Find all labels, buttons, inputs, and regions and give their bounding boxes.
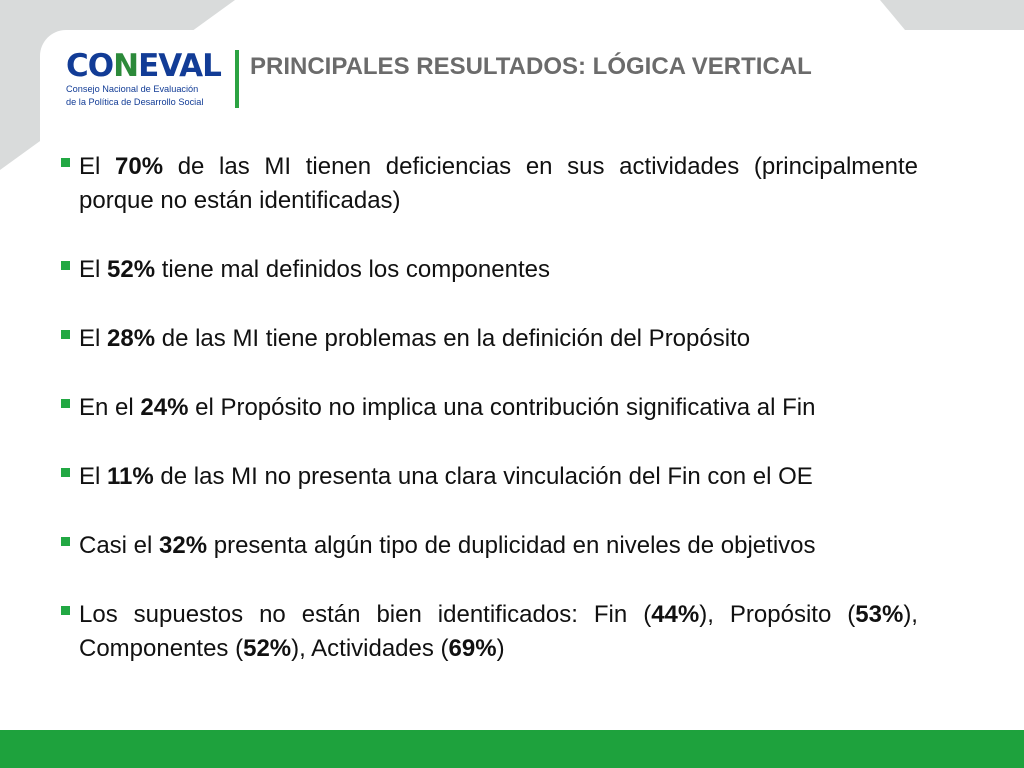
footer-band — [0, 730, 1024, 768]
title-divider — [235, 50, 239, 108]
slide-title: PRINCIPALES RESULTADOS: LÓGICA VERTICAL — [250, 53, 812, 80]
bullet-marker-icon — [61, 158, 70, 167]
bullet-percentage: 53% — [855, 601, 904, 628]
bullet-text: tiene mal definidos los componentes — [155, 256, 550, 283]
bullet-text: El — [79, 463, 108, 490]
bullet-text: ), Actividades ( — [291, 635, 449, 662]
bullet-text: El — [79, 153, 115, 180]
bullet-percentage: 69% — [448, 635, 497, 662]
bullet-percentage: 52% — [243, 635, 292, 662]
bullet-text: Los supuestos no están bien identificados: Fin ( — [79, 601, 652, 628]
logo-word-right: EVAL — [138, 48, 221, 84]
bullet-text: de las MI no presenta una clara vinculación del Fin con el OE — [153, 463, 813, 490]
bullet-percentage: 44% — [651, 601, 700, 628]
bullet-text: En el — [79, 394, 141, 421]
bullet-marker-icon — [61, 330, 70, 339]
logo-wordmark — [66, 48, 221, 84]
bullet-percentage: 24% — [140, 394, 189, 421]
bullet-text: El — [79, 325, 108, 352]
bullet-percentage: 28% — [107, 325, 156, 352]
bullet-item — [58, 150, 918, 218]
bullet-percentage: 52% — [107, 256, 156, 283]
bullet-text: El — [79, 256, 108, 283]
logo-word-accent: N — [113, 48, 139, 84]
bullet-marker-icon — [61, 468, 70, 477]
logo-subtitle-line1: Consejo Nacional de Evaluación — [66, 84, 199, 94]
bullet-text: Casi el — [79, 532, 160, 559]
bullet-percentage: 70% — [115, 153, 164, 180]
bullet-item — [58, 322, 918, 356]
bullet-marker-icon — [61, 606, 70, 615]
bullet-item — [58, 460, 918, 494]
bullet-item — [58, 391, 918, 425]
logo-subtitle-line2: de la Política de Desarrollo Social — [66, 97, 204, 107]
bullet-item — [58, 253, 918, 287]
bullet-text: de las MI tiene problemas en la definición del Propósito — [155, 325, 751, 352]
bullet-text: el Propósito no implica una contribución significativa al Fin — [188, 394, 816, 421]
bullet-list — [58, 150, 918, 701]
bullet-text: ), Propósito ( — [699, 601, 856, 628]
bullet-text: de las MI tienen deficiencias en sus actividades (principalmente porque no están identificadas) — [79, 153, 918, 214]
coneval-logo — [66, 48, 221, 112]
bullet-percentage: 32% — [159, 532, 208, 559]
bullet-text: ), Componentes ( — [79, 601, 918, 662]
bullet-marker-icon — [61, 261, 70, 270]
bullet-percentage: 11% — [107, 463, 154, 490]
bullet-text: ) — [496, 635, 505, 662]
logo-word-left: CO — [66, 48, 114, 84]
bullet-marker-icon — [61, 399, 70, 408]
bullet-marker-icon — [61, 537, 70, 546]
bullet-item — [58, 598, 918, 666]
bullet-text: presenta algún tipo de duplicidad en niveles de objetivos — [207, 532, 816, 559]
bullet-item — [58, 529, 918, 563]
